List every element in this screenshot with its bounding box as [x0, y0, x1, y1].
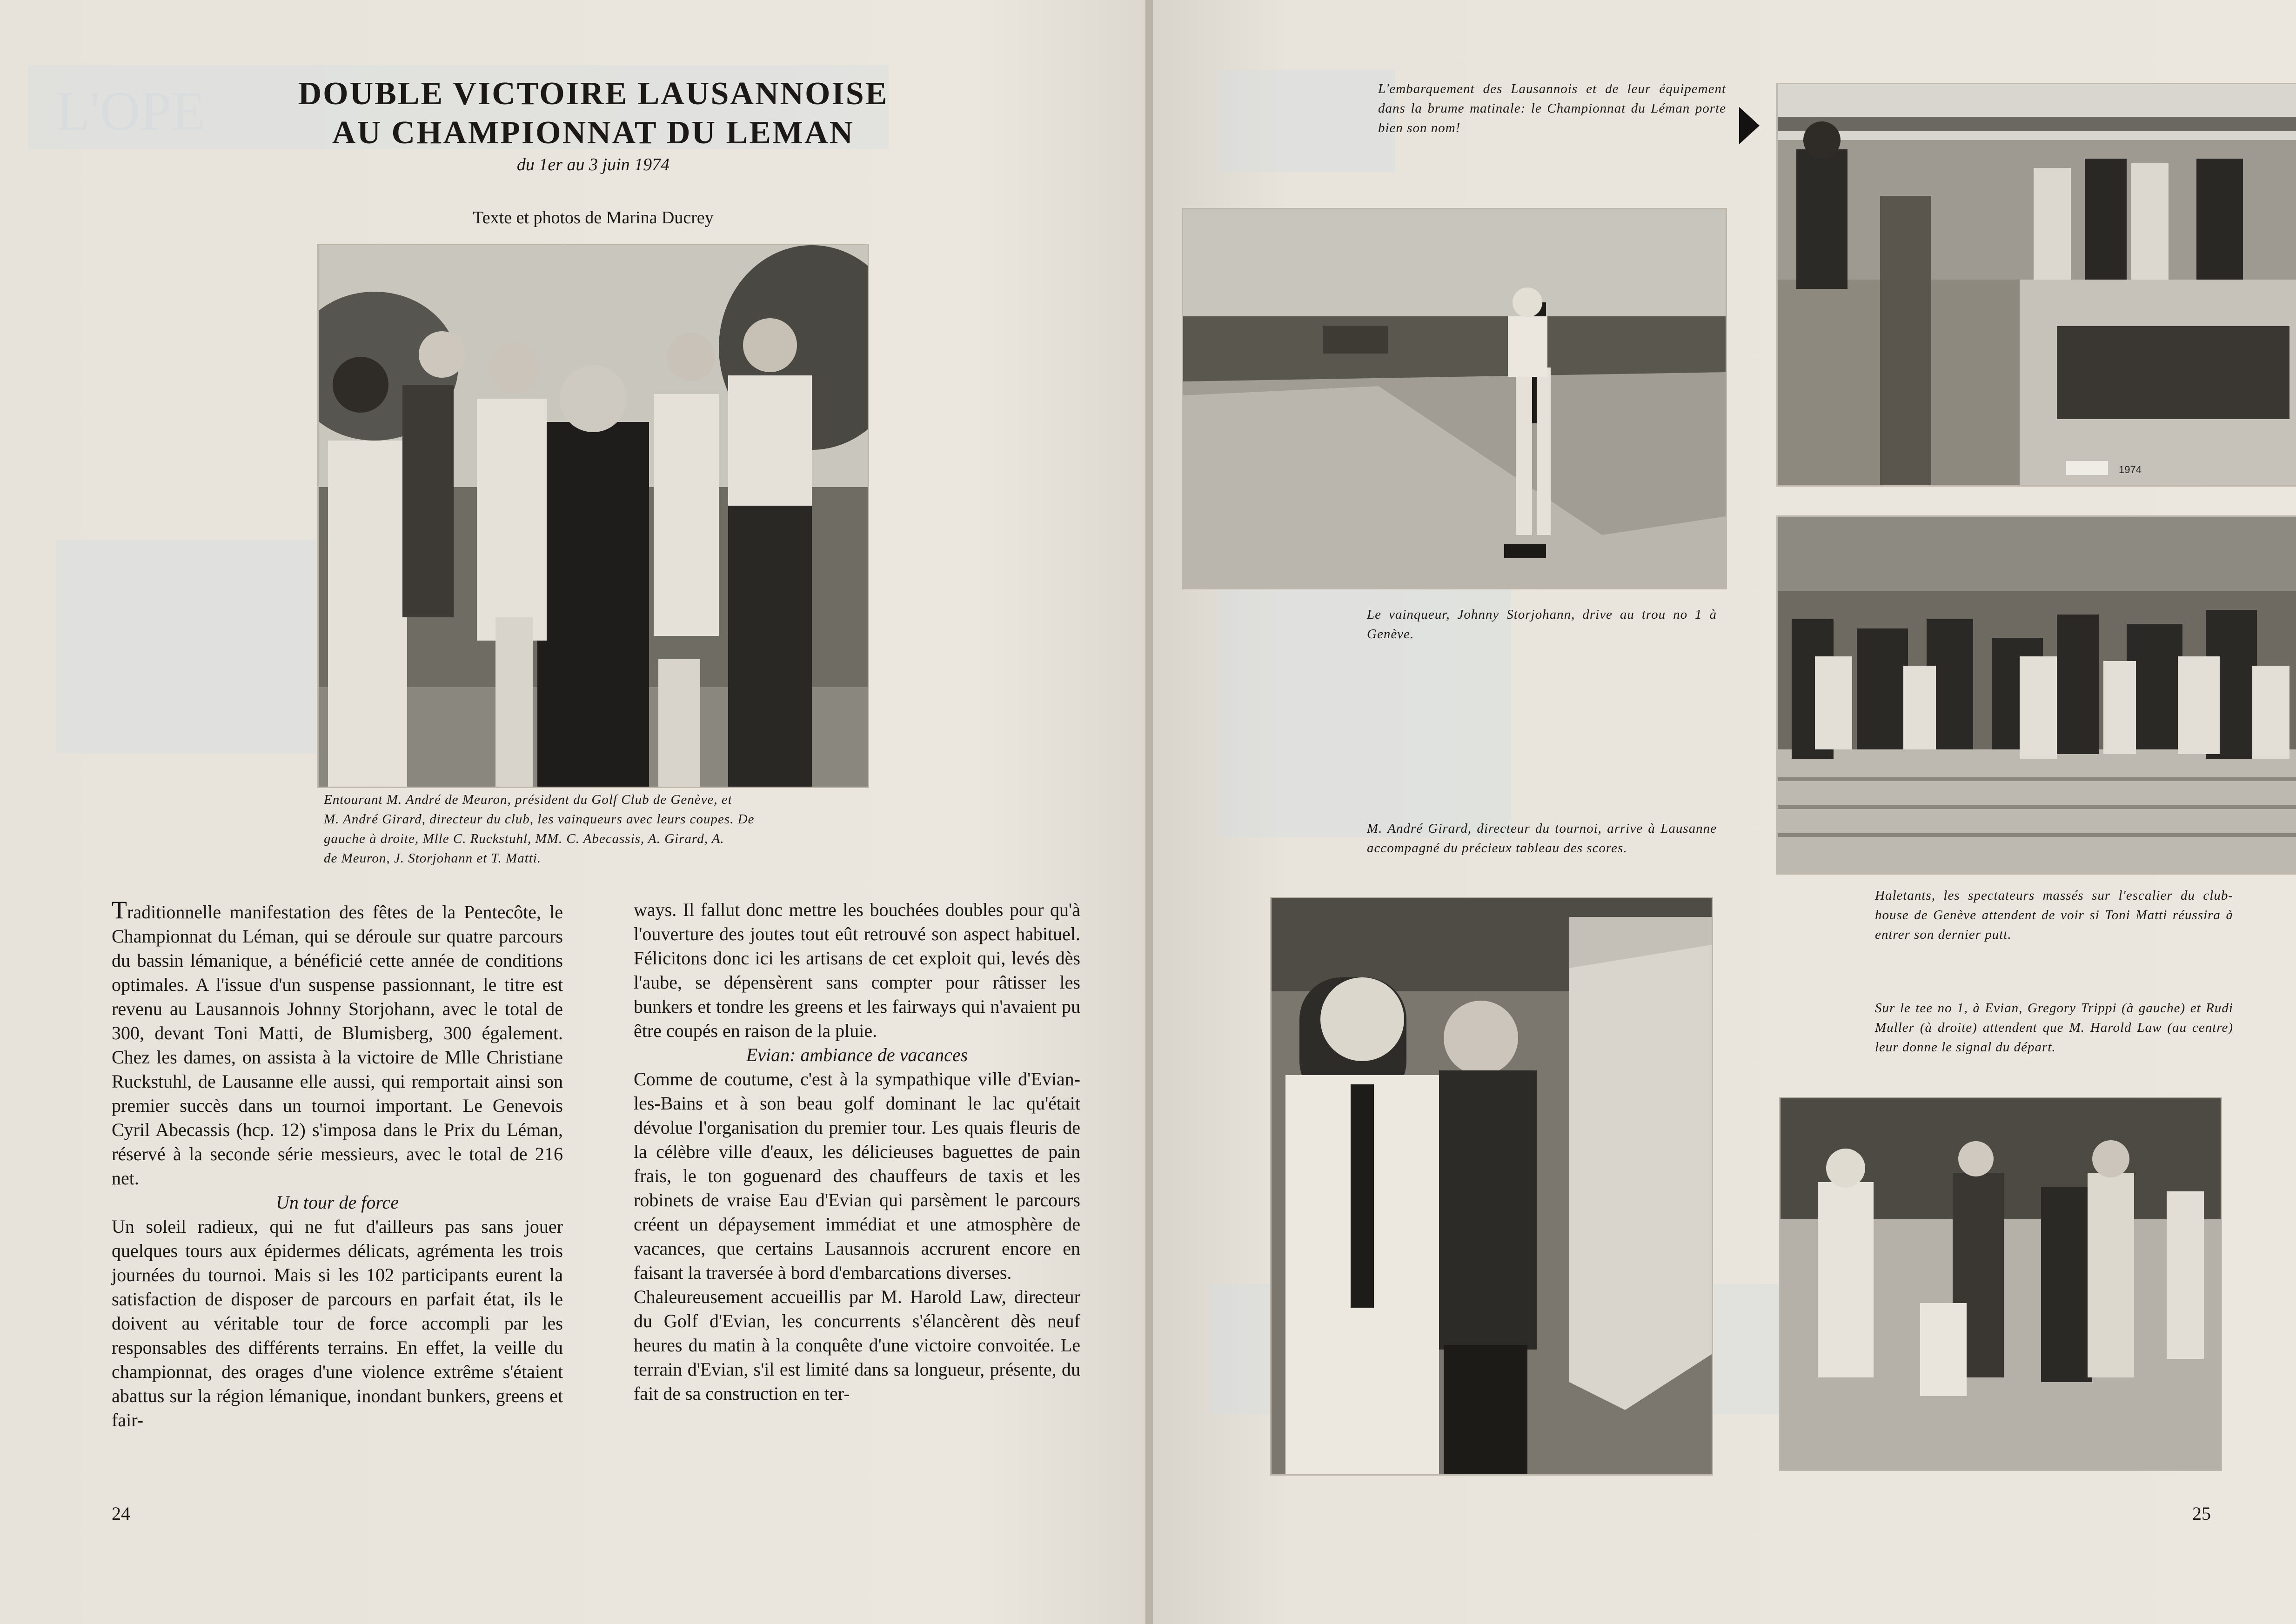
paragraph: Un soleil radieux, qui ne fut d'ailleurs pas sans jouer quelques tours aux épidermes délicats, agrémenta les trois journées du tournoi. Mais si les 102 participants eurent la satisfaction de disposer de parcours en parfait état, ils le doivent au véritable tour de force accompli par les responsables des différents terrains. En effet, la veille du championnat, des orages d'une violence extrême s'étaient abattus sur la région lémanique, inondant bunkers, greens et fair- [112, 1216, 563, 1430]
spectators-caption: Haletants, les spectateurs massés sur l'escalier du club-house de Genève attendent de voir si Toni Matti réussira à entrer son dernier putt. [1875, 888, 2233, 942]
boat-plate: 1974 [2119, 464, 2142, 475]
boat-embarkation-photo [1776, 83, 2296, 487]
boat-caption: L'embarquement des Lausannois et de leur équipement dans la brume matinale: le Championnat du Léman porte bien son nom! [1378, 81, 1726, 135]
tee-caption: Sur le tee no 1, à Evian, Gregory Trippi (à gauche) et Rudi Muller (à droite) attendent que M. Harold Law (au centre) leur donne le signal du départ. [1875, 1001, 2233, 1055]
show-through-figure [56, 540, 316, 754]
subheading: Evian: ambiance de vacances [746, 1044, 968, 1065]
paragraph: ways. Il fallut donc mettre les bouchées doubles pour qu'à l'ouverture des joutes tout eût retrouvé son aspect habituel. Félicitons donc ici les artisans de cet exploit qui, levés dès l'aube, se dépensèrent sans compter pour râtisser les bunkers et tondre les greens et les fairways qui n'avaient pu être coupés en raison de la pluie. [634, 899, 1080, 1041]
arrow-right-icon [1739, 107, 1760, 144]
drive-caption: Le vainqueur, Johnny Storjohann, drive au trou no 1 à Genève. [1367, 607, 1717, 642]
group-photo-caption [324, 790, 868, 868]
title-line-1: DOUBLE VICTOIRE LAUSANNOISE [298, 76, 889, 112]
scoreboard-photo [1270, 897, 1713, 1476]
article-dates: du 1er au 3 juin 1974 [516, 155, 670, 174]
caption-line: gauche à droite, Mlle C. Ruckstuhl, MM. C. Abecassis, A. Girard, A. [324, 831, 724, 846]
show-through-block [1218, 70, 1395, 172]
subheading: Un tour de force [275, 1192, 399, 1213]
paragraph: Comme de coutume, c'est à la sympathique ville d'Evian-les-Bains et à son beau golf dominant le lac qu'était dévolue l'organisation du premier tour. Les quais fleuris de la célèbre ville d'eaux, les délicieuses baguettes de pain frais, le ton goguenard des chauffeurs de taxis et les robinets de vraise Eau d'Evian qui parsèment le parcours créent un dépaysement immédiat et une atmosphère de vacances, que certains Lausannois accrurent encore en faisant la traversée à bord d'embarcations diverses. [634, 1069, 1080, 1283]
article-column-2 [634, 898, 1080, 1406]
paragraph: Chaleureusement accueillis par M. Harold Law, directeur du Golf d'Evian, les concurrents s'élancèrent dès neuf heures du matin à la conquête d'une victoire convoitée. Le terrain d'Evian, s'il est limité dans sa longueur, présente, du fait de sa construction en ter- [634, 1286, 1080, 1404]
book-gutter [1145, 0, 1153, 1624]
article-byline: Texte et photos de Marina Ducrey [473, 208, 714, 227]
golfer-drive-photo [1182, 208, 1727, 589]
page-number: 25 [2192, 1503, 2211, 1524]
paragraph: Traditionnelle manifestation des fêtes de la Pentecôte, le Championnat du Léman, qui se déroule sur quatre parcours du bassin lémanique, a bénéficié cette année de conditions optimales. A l'issue d'un suspense passionnant, le titre est revenu au Lausannois Johnny Storjohann, avec le total de 300, devant Toni Matti, de Blumisberg, 300 également. Chez les dames, on assista à la victoire de Mlle Christiane Ruckstuhl, de Lausanne elle aussi, qui remportait ainsi son premier succès dans un tournoi important. Le Genevois Cyril Abecassis (hcp. 12) s'imposa dans le Prix du Léman, réservé à la seconde série messieurs, avec le total de 216 net. [112, 896, 563, 1189]
caption-line: Entourant M. André de Meuron, président du Golf Club de Genève, et [324, 792, 732, 807]
tee-evian-photo [1779, 1097, 2222, 1471]
title-line-2: AU CHAMPIONNAT DU LEMAN [332, 115, 855, 151]
page-number: 24 [112, 1503, 130, 1524]
drop-cap: T [112, 896, 127, 924]
spectators-photo [1776, 515, 2296, 875]
left-page [0, 0, 1145, 1624]
winners-group-photo [317, 244, 869, 788]
caption-line: de Meuron, J. Storjohann et T. Matti. [324, 851, 542, 866]
show-through-text: L'OPE [56, 80, 206, 142]
caption-line: M. André Girard, directeur du club, les vainqueurs avec leurs coupes. De [324, 812, 755, 827]
article-column-1 [112, 898, 563, 1432]
scores-caption: M. André Girard, directeur du tournoi, arrive à Lausanne accompagné du précieux tableau des scores. [1367, 821, 1717, 855]
article-title [233, 74, 954, 153]
